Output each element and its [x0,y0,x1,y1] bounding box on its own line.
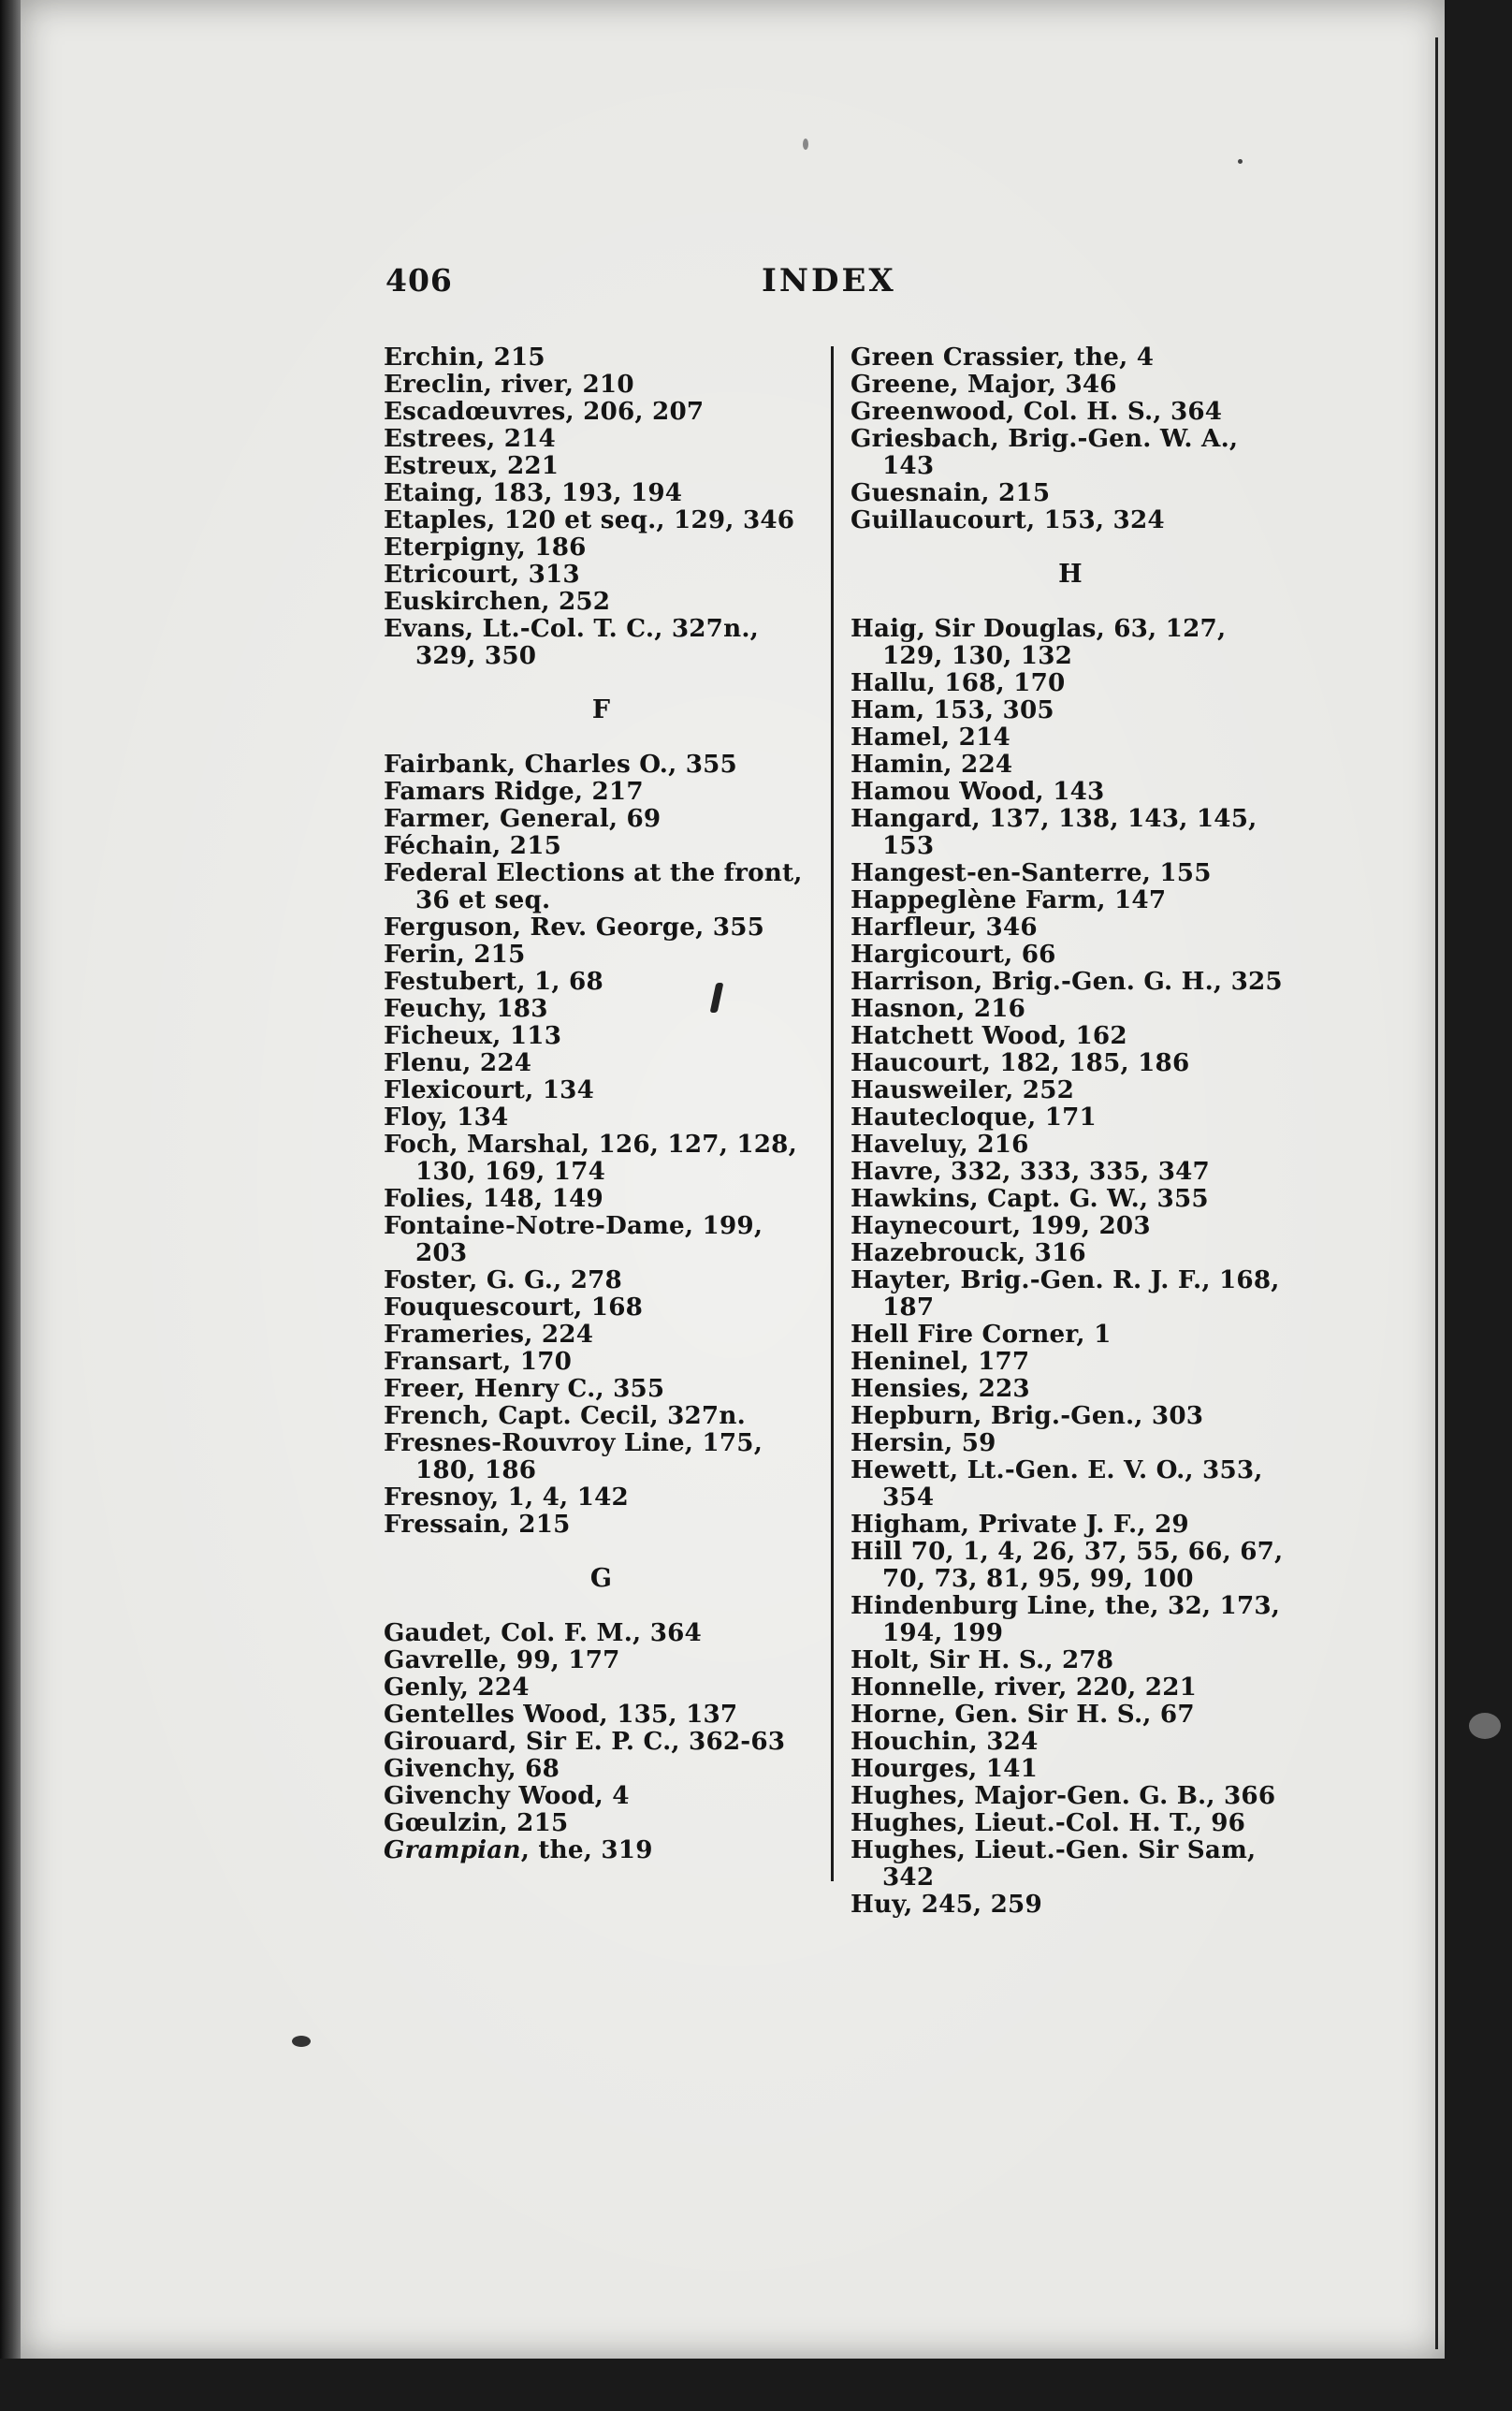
index-entry: Hangest-en-Santerre, 155 [850,858,1212,887]
index-entry: Etaples, 120 et seq., 129, 346 [384,505,795,534]
scan-bottom-border [0,2359,1512,2411]
index-entry: Hausweiler, 252 [850,1075,1075,1104]
index-entry: Griesbach, Brig.-Gen. W. A., 143 [850,424,1239,480]
index-entry: Hughes, Lieut.-Gen. Sir Sam, 342 [850,1835,1257,1892]
page-binding-edge [0,0,21,2411]
index-entry: Givenchy Wood, 4 [384,1781,630,1810]
index-entry: Estreux, 221 [384,451,560,480]
index-entry: Fresnes-Rouvroy Line, 175, 180, 186 [384,1428,763,1484]
index-entry: Hindenburg Line, the, 32, 173, 194, 199 [850,1591,1281,1647]
index-entry: Hepburn, Brig.-Gen., 303 [850,1401,1204,1430]
index-entry: Fairbank, Charles O., 355 [384,750,737,779]
index-entry: Etaing, 183, 193, 194 [384,478,683,507]
index-entry: Havre, 332, 333, 335, 347 [850,1157,1210,1186]
index-entry: Greene, Major, 346 [850,370,1117,399]
index-entry: Foch, Marshal, 126, 127, 128, 130, 169, 174 [384,1130,797,1186]
index-entry: Hughes, Major-Gen. G. B., 366 [850,1781,1276,1810]
index-entry: Givenchy, 68 [384,1754,560,1783]
index-entry: Gavrelle, 99, 177 [384,1645,620,1674]
index-entry: Hell Fire Corner, 1 [850,1320,1112,1349]
section-letter-heading: F [591,695,611,724]
index-entry: Harfleur, 346 [850,913,1038,942]
section-letter-heading: G [589,1564,613,1593]
index-entry: Guillaucourt, 153, 324 [850,505,1165,534]
index-entry: Hersin, 59 [850,1428,996,1457]
index-entry: Genly, 224 [384,1673,530,1702]
index-entry: Etricourt, 313 [384,560,580,589]
index-entry: Houchin, 324 [850,1727,1039,1756]
index-entry: Euskirchen, 252 [384,587,611,616]
index-entry: Eterpigny, 186 [384,533,587,562]
index-entry: Hargicourt, 66 [850,940,1056,969]
index-entry: Farmer, General, 69 [384,804,662,833]
section-letter-heading: H [1058,560,1083,589]
index-entry: Fresnoy, 1, 4, 142 [384,1483,629,1512]
index-entry: Folies, 148, 149 [384,1184,603,1213]
index-entry: Haveluy, 216 [850,1130,1029,1159]
index-entry: Haucourt, 182, 185, 186 [850,1048,1190,1077]
index-entry: Flexicourt, 134 [384,1075,595,1104]
index-entry: Ficheux, 113 [384,1021,562,1050]
index-entry-text: , the, 319 [520,1835,653,1864]
index-entry: Huy, 245, 259 [850,1890,1042,1919]
index-entry: Féchain, 215 [384,831,562,860]
scan-speck [803,139,808,150]
index-entry: Honnelle, river, 220, 221 [850,1673,1198,1702]
page-right-edge [1435,37,1438,2349]
section-spacer [384,1538,819,1565]
index-entry: Haig, Sir Douglas, 63, 127, 129, 130, 132 [850,614,1227,670]
index-entry: Hasnon, 216 [850,994,1026,1023]
index-entry: Ferin, 215 [384,940,526,969]
index-entry: Estrees, 214 [384,424,556,453]
index-entry: Hangard, 137, 138, 143, 145, 153 [850,804,1258,860]
index-entry: Hazebrouck, 316 [850,1238,1086,1267]
index-entry: Happeglène Farm, 147 [850,885,1167,914]
running-head [385,262,896,300]
index-column-right [850,343,1290,1918]
index-entry: Fressain, 215 [384,1510,571,1539]
index-entry: Hautecloque, 171 [850,1103,1097,1132]
index-entry: Hatchett Wood, 162 [850,1021,1127,1050]
scan-speck [1469,1713,1501,1739]
index-entry: Hawkins, Capt. G. W., 355 [850,1184,1209,1213]
index-entry: Ereclin, river, 210 [384,370,634,399]
page-title: INDEX [762,262,896,300]
scan-speck [292,2036,311,2047]
column-divider [831,346,834,1881]
index-entry: French, Capt. Cecil, 327n. [384,1401,746,1430]
page-number: 406 [385,262,453,299]
index-entry: Gaudet, Col. F. M., 364 [384,1618,702,1647]
index-entry: Harrison, Brig.-Gen. G. H., 325 [850,967,1283,996]
index-entry: Guesnain, 215 [850,478,1051,507]
index-entry: Evans, Lt.-Col. T. C., 327n., 329, 350 [384,614,759,670]
index-entry: Green Crassier, the, 4 [850,343,1155,372]
index-entry: Heninel, 177 [850,1347,1030,1376]
index-entry: Gœulzin, 215 [384,1808,569,1837]
index-entry: Foster, G. G., 278 [384,1265,622,1294]
index-entry: Ham, 153, 305 [850,695,1054,724]
section-spacer [850,588,1290,615]
index-entry: Fransart, 170 [384,1347,573,1376]
index-entry: Hayter, Brig.-Gen. R. J. F., 168, 187 [850,1265,1280,1322]
section-spacer [384,669,819,696]
index-entry: Horne, Gen. Sir H. S., 67 [850,1700,1195,1729]
index-entry: Escadœuvres, 206, 207 [384,397,705,426]
index-entry: Hourges, 141 [850,1754,1039,1783]
index-entry: Hamou Wood, 143 [850,777,1105,806]
index-entry: Greenwood, Col. H. S., 364 [850,397,1223,426]
index-entry: Feuchy, 183 [384,994,548,1023]
index-entry: Holt, Sir H. S., 278 [850,1645,1114,1674]
index-entry: Fontaine-Notre-Dame, 199, 203 [384,1211,763,1267]
index-entry: Erchin, 215 [384,343,545,372]
scan-speck [1238,159,1243,164]
index-entry: Federal Elections at the front, 36 et seq. [384,858,803,914]
index-entry: Floy, 134 [384,1103,509,1132]
index-entry: Famars Ridge, 217 [384,777,644,806]
index-entry: Hewett, Lt.-Gen. E. V. O., 353, 354 [850,1455,1263,1512]
index-entry [384,1836,819,1863]
index-entry: Frameries, 224 [384,1320,594,1349]
section-spacer [384,723,819,751]
index-entry: Ferguson, Rev. George, 355 [384,913,765,942]
index-entry: Haynecourt, 199, 203 [850,1211,1151,1240]
index-entry: Hensies, 223 [850,1374,1030,1403]
index-entry: Hamel, 214 [850,723,1010,752]
index-entry: Fouquescourt, 168 [384,1293,644,1322]
index-entry: Flenu, 224 [384,1048,532,1077]
index-column-left [384,343,819,1863]
section-spacer [850,533,1290,561]
index-entry: Hamin, 224 [850,750,1013,779]
section-spacer [384,1592,819,1619]
index-entry: Higham, Private J. F., 29 [850,1510,1189,1539]
index-entry: Girouard, Sir E. P. C., 362-63 [384,1727,786,1756]
index-entry: Freer, Henry C., 355 [384,1374,665,1403]
index-entry: Gentelles Wood, 135, 137 [384,1700,738,1729]
index-entry: Hill 70, 1, 4, 26, 37, 55, 66, 67, 70, 73, 81, 95, 99, 100 [850,1537,1284,1593]
index-entry-italic-term: Grampian [384,1835,521,1864]
index-entry: Festubert, 1, 68 [384,967,603,996]
index-entry: Hughes, Lieut.-Col. H. T., 96 [850,1808,1246,1837]
index-entry: Hallu, 168, 170 [850,668,1066,697]
